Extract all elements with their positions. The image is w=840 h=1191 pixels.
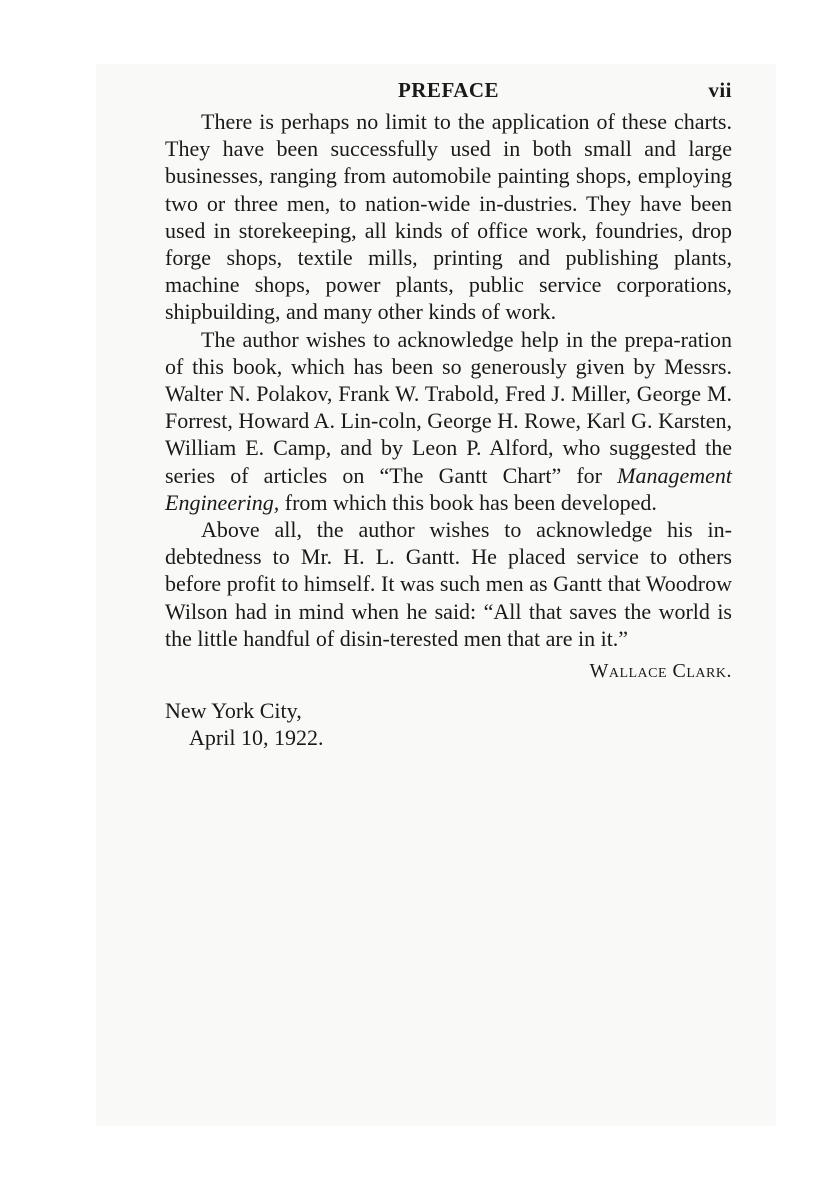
- paragraph-3: Above all, the author wishes to acknowledge his in-debtedness to Mr. H. L. Gantt. He placed service to others before profit to himself. It was such men as Gantt that Woodrow Wilson had in mind when he said: “All that saves the world is the little handful of disin-terested men that are in it.”: [165, 517, 732, 651]
- publication-title: Management Engineering,: [165, 462, 732, 515]
- page-content: [165, 72, 732, 751]
- paragraph-2: [165, 326, 732, 516]
- author-signature: Wallace Clark.: [589, 660, 732, 683]
- paragraph-2-text: The author wishes to acknowledge help in the prepa-ration of this book, which has been so generously given by Messrs. Walter N. Polakov, Frank W. Trabold, Fred J. Miller, George M. Forrest, Howard A. Lin-coln, George H. Rowe, Karl G. Karsten, William E. Camp, and by Leon P. Alford, who suggested the series of articles on “The Gantt Chart” for: [165, 326, 732, 488]
- paragraph-2-text-end: from which this book has been developed.: [279, 489, 657, 515]
- running-header: [165, 72, 732, 108]
- place-line: New York City,: [165, 698, 302, 724]
- paragraph-1: There is perhaps no limit to the application of these charts. They have been successfully used in both small and large businesses, ranging from automobile painting shops, employing two or three men, to nation-wide in-dustries. They have been used in storekeeping, all kinds of office work, foundries, drop forge shops, textile mills, printing and publishing plants, machine shops, power plants, public service corporations, shipbuilding, and many other kinds of work.: [165, 109, 732, 325]
- date-line: April 10, 1922.: [189, 725, 324, 751]
- page-title: PREFACE: [397, 78, 500, 102]
- page-number: vii: [708, 78, 732, 102]
